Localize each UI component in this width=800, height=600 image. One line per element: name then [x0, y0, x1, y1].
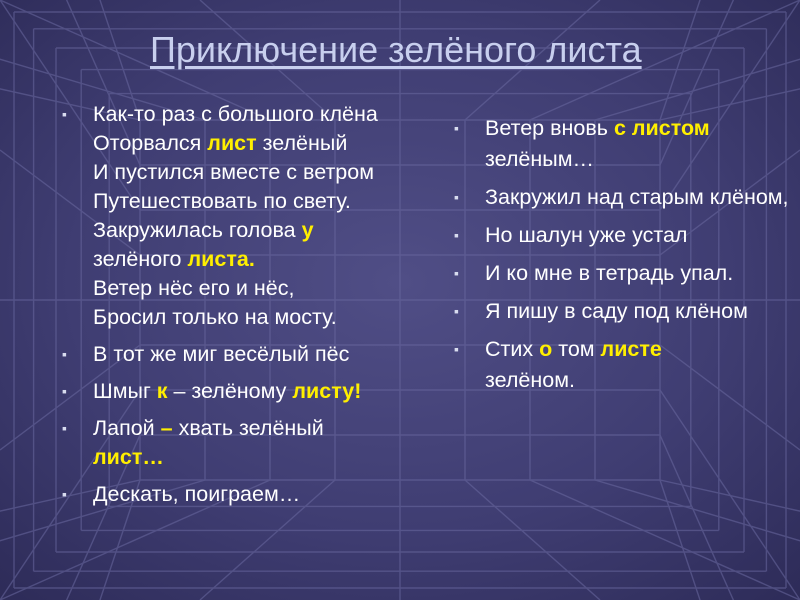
highlighted-word: листа. [187, 247, 255, 271]
text-segment: Ветер вновь [485, 116, 614, 140]
square-bullet-icon: ▪ [62, 346, 67, 362]
bullet-item [452, 182, 792, 213]
highlighted-word: лист [207, 131, 257, 155]
square-bullet-icon: ▪ [454, 265, 459, 281]
text-segment: Стих [485, 337, 540, 361]
text-segment: Лапой [93, 416, 161, 440]
highlighted-word: к [156, 379, 168, 403]
text-segment: В тот же миг весёлый пёс [93, 342, 350, 366]
slide-title: Приключение зелёного листа [150, 29, 642, 70]
highlighted-word: с листом [613, 116, 710, 140]
highlighted-word: листу! [292, 379, 362, 403]
text-segment: Дескать, поиграем… [93, 482, 301, 506]
bullet-item [60, 377, 445, 406]
bullet-item [452, 258, 792, 289]
bullet-item [60, 340, 445, 369]
text-segment: том [552, 337, 601, 361]
text-segment: Как-то раз с большого клёна Оторвался [93, 102, 378, 155]
text-segment: зелёный И пустился вместе с ветром Путешествовать по свету. Закружилась голова [93, 131, 374, 242]
highlighted-word: о [539, 337, 553, 361]
bullet-item [60, 100, 445, 332]
text-segment: Закружил над старым клёном, [485, 185, 789, 209]
bullet-item [60, 480, 445, 509]
highlighted-word: листе [600, 337, 662, 361]
text-segment: хвать зелёный [178, 416, 324, 440]
text-segment: зелёным… [485, 147, 594, 171]
square-bullet-icon: ▪ [454, 120, 459, 136]
square-bullet-icon: ▪ [454, 303, 459, 319]
highlighted-word: лист… [93, 445, 164, 469]
square-bullet-icon: ▪ [62, 383, 67, 399]
square-bullet-icon: ▪ [454, 189, 459, 205]
square-bullet-icon: ▪ [62, 106, 67, 122]
right-bullet-list [452, 113, 792, 403]
text-segment: Но шалун уже устал [485, 223, 688, 247]
text-segment: – зелёному [167, 379, 293, 403]
left-bullet-list [60, 100, 445, 517]
text-segment: зелёном. [485, 368, 575, 392]
square-bullet-icon: ▪ [454, 341, 459, 357]
text-segment: И ко мне в тетрадь упал. [485, 261, 734, 285]
highlighted-word: – [160, 416, 173, 440]
bullet-item [60, 414, 445, 472]
text-segment: Ветер нёс его и нёс, Бросил только на мосту. [93, 276, 337, 329]
text-segment: Я пишу в саду под клёном [485, 299, 748, 323]
square-bullet-icon: ▪ [454, 227, 459, 243]
bullet-item [452, 113, 792, 175]
bullet-item [452, 220, 792, 251]
square-bullet-icon: ▪ [62, 420, 67, 436]
text-segment: зелёного [93, 247, 182, 271]
text-segment: Шмыг [93, 379, 157, 403]
bullet-item [452, 296, 792, 327]
bullet-item [452, 334, 792, 396]
highlighted-word: у [301, 218, 314, 242]
square-bullet-icon: ▪ [62, 486, 67, 502]
